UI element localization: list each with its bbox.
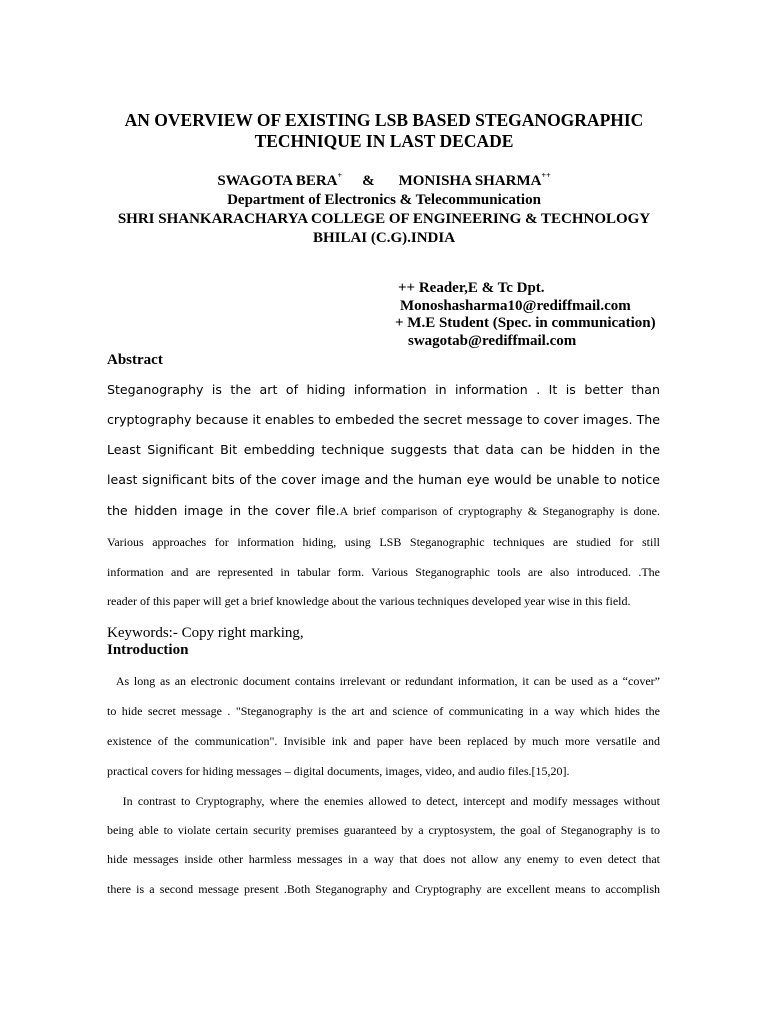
- college-name: SHRI SHANKARACHARYA COLLEGE OF ENGINEERING & TECHNOLOGY: [117, 211, 651, 227]
- title-line-1: AN OVERVIEW OF EXISTING LSB BASED STEGANOGRAPHIC: [124, 110, 644, 130]
- author-separator: &: [362, 173, 375, 189]
- author-mark-1: +: [337, 171, 343, 180]
- author-name-2: MONISHA SHARMA: [398, 173, 542, 189]
- keywords: Keywords:- Copy right marking,: [107, 625, 304, 641]
- contact-line-1: ++ Reader,E & Tc Dpt.: [398, 280, 545, 296]
- intro-line: to hide secret message . "Steganography is the art and science of communicating in a way which hides the: [107, 704, 660, 718]
- affiliation: [0, 191, 768, 248]
- author-contacts: [395, 280, 659, 350]
- intro-line: existence of the communication". Invisible ink and paper have been replaced by much more versatile and: [107, 734, 660, 748]
- intro-line: hide messages inside other harmless messages in a way that does not allow any enemy to even detect that: [107, 852, 660, 866]
- abstract-line: Least Significant Bit embedding technique suggests that data can be hidden in the: [107, 442, 660, 457]
- abstract-line: information and are represented in tabular form. Various Steganographic tools are also introduced. .The: [107, 565, 660, 579]
- abstract-heading: Abstract: [107, 352, 163, 368]
- title-line-2: TECHNIQUE IN LAST DECADE: [254, 131, 514, 151]
- abstract-line: Steganography is the art of hiding information in information . It is better than: [107, 382, 660, 397]
- introduction-heading: Introduction: [107, 642, 189, 658]
- abstract-line: Various approaches for information hiding, using LSB Steganographic techniques are studied for still: [107, 535, 660, 549]
- abstract-line: least significant bits of the cover image and the human eye would be unable to notice: [107, 472, 660, 487]
- contact-email-1: Monoshasharma10@rediffmail.com: [400, 297, 631, 314]
- intro-line: As long as an electronic document contains irrelevant or redundant information, it can be used as a “cover”: [107, 674, 660, 688]
- intro-line: there is a second message present .Both Steganography and Cryptography are excellent means to accomplish: [107, 882, 660, 896]
- paper-title: [0, 110, 768, 152]
- college-location: BHILAI (C.G).INDIA: [312, 230, 456, 246]
- author-name-1: SWAGOTA BERA: [217, 173, 338, 189]
- abstract-mixed-serif: A brief comparison of cryptography & Steganography is done.: [339, 504, 661, 518]
- abstract-line: reader of this paper will get a brief knowledge about the various techniques developed year wise in this field.: [107, 594, 631, 608]
- author-mark-2: ++: [541, 171, 551, 180]
- abstract-mixed-sans: the hidden image in the cover file.: [107, 503, 340, 518]
- intro-line: practical covers for hiding messages – digital documents, images, video, and audio files.[15,20].: [107, 764, 570, 778]
- intro-line: In contrast to Cryptography, where the enemies allowed to detect, intercept and modify messages without: [107, 794, 660, 808]
- abstract-mixed-line: [107, 503, 660, 519]
- contact-line-2: + M.E Student (Spec. in communication): [395, 315, 656, 331]
- contact-email-2: swagotab@rediffmail.com: [408, 332, 577, 349]
- intro-line: being able to violate certain security premises guaranteed by a cryptosystem, the goal of Steganography is to: [107, 823, 660, 837]
- department: Department of Electronics & Telecommunication: [227, 192, 541, 208]
- author-line: [0, 172, 768, 191]
- abstract-line: cryptography because it enables to embeded the secret message to cover images. The: [107, 412, 660, 427]
